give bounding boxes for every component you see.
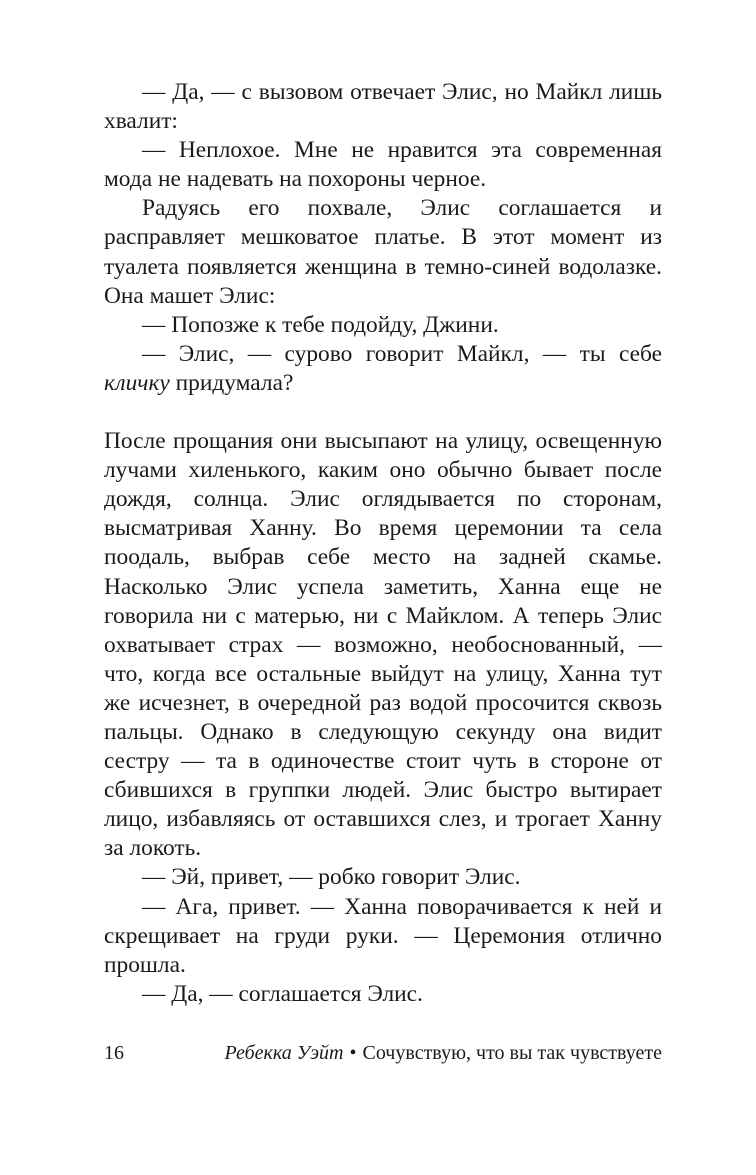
paragraph-6: После прощания они высыпают на улицу, освещенную лучами хиленького, каким оно обычно бывает после дождя, солнца. Элис оглядывается по сторонам, высматривая Ханну. Во время церемонии та села поодаль, выбрав себе место на задней скамье. Насколько Элис успела заметить, Ханна еще не говорила ни с матерью, ни с Майклом. А теперь Элис охватывает страх — возможно, необоснованный, — что, когда все остальные выйдут на улицу, Ханна тут же исчезнет, в очередной раз водой просочится сквозь пальцы. Однако в следующую секунду она видит сестру — та в одиночестве стоит чуть в стороне от сбившихся в группки людей. Элис быстро вытирает лицо, избавляясь от оставшихся слез, и трогает Ханну за локоть. xyxy=(104,428,662,862)
paragraph-5-start: — Элис, — сурово говорит Майкл, — ты себе xyxy=(142,340,662,367)
paragraph-9: — Да, — соглашается Элис. xyxy=(142,980,423,1007)
page-footer xyxy=(104,1040,662,1066)
paragraph-5-emphasis: кличку xyxy=(104,369,170,396)
running-head xyxy=(224,1040,662,1066)
paragraph-3: Радуясь его похвале, Элис соглашается и расправляет мешковатое платье. В этот момент из туалета появляется женщина в темно-синей водолазке. Она машет Элис: xyxy=(104,195,662,309)
author-name: Ребекка Уэйт xyxy=(224,1042,344,1064)
page-number: 16 xyxy=(104,1042,124,1064)
page-body xyxy=(104,78,662,1009)
paragraph-5 xyxy=(104,340,662,398)
separator-bullet: • xyxy=(349,1042,357,1064)
paragraph-8: — Ага, привет. — Ханна поворачивается к ней и скрещивает на груди руки. — Церемония отлично прошла. xyxy=(104,893,662,978)
paragraph-5-end: придумала? xyxy=(169,369,294,396)
book-title: Сочувствую, что вы так чувствуете xyxy=(362,1042,662,1064)
paragraph-1: — Да, — с вызовом отвечает Элис, но Майкл лишь хвалит: xyxy=(104,79,662,135)
paragraph-7: — Эй, привет, — робко говорит Элис. xyxy=(142,864,521,891)
paragraph-4: — Попозже к тебе подойду, Джини. xyxy=(142,311,499,338)
paragraph-2: — Неплохое. Мне не нравится эта современная мода не надевать на похороны черное. xyxy=(104,137,662,193)
